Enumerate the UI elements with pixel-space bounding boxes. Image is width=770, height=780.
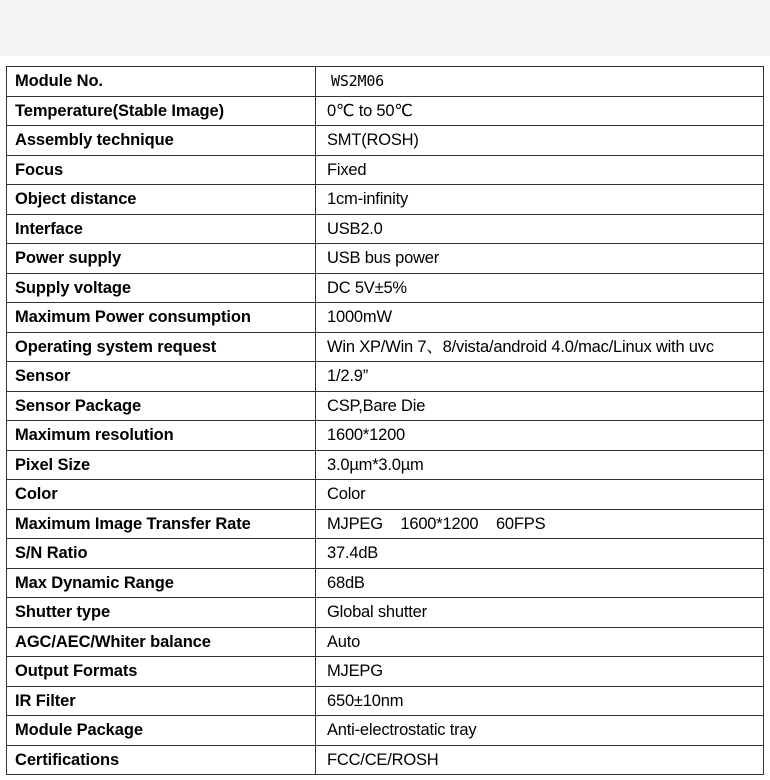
spec-value-temperature: 0℃ to 50℃ <box>316 96 764 126</box>
table-row <box>7 509 764 539</box>
spec-label-certifications: Certifications <box>7 745 316 775</box>
spec-label-sn-ratio: S/N Ratio <box>7 539 316 569</box>
spec-value-output-formats: MJEPG <box>316 657 764 687</box>
spec-value-os-request: Win XP/Win 7、8/vista/android 4.0/mac/Linux with uvc <box>316 332 764 362</box>
table-row <box>7 539 764 569</box>
spec-value-certifications: FCC/CE/ROSH <box>316 745 764 775</box>
table-row <box>7 273 764 303</box>
table-row <box>7 214 764 244</box>
table-row <box>7 421 764 451</box>
spec-label-module-package: Module Package <box>7 716 316 746</box>
spec-label-max-resolution: Maximum resolution <box>7 421 316 451</box>
spec-label-transfer-rate: Maximum Image Transfer Rate <box>7 509 316 539</box>
table-row <box>7 303 764 333</box>
table-row <box>7 155 764 185</box>
spec-label-module-no: Module No. <box>7 67 316 97</box>
table-row <box>7 332 764 362</box>
spec-label-object-distance: Object distance <box>7 185 316 215</box>
table-row <box>7 96 764 126</box>
spec-label-pixel-size: Pixel Size <box>7 450 316 480</box>
spec-value-module-package: Anti-electrostatic tray <box>316 716 764 746</box>
table-row <box>7 568 764 598</box>
spec-label-temperature: Temperature(Stable Image) <box>7 96 316 126</box>
table-row <box>7 185 764 215</box>
spec-value-module-no: WS2M06 <box>316 67 764 97</box>
table-row <box>7 716 764 746</box>
spec-table <box>6 66 764 775</box>
spec-value-supply-voltage: DC 5V±5% <box>316 273 764 303</box>
spec-label-output-formats: Output Formats <box>7 657 316 687</box>
spec-value-transfer-rate: MJPEG 1600*1200 60FPS <box>316 509 764 539</box>
spec-value-interface: USB2.0 <box>316 214 764 244</box>
spec-value-dynamic-range: 68dB <box>316 568 764 598</box>
spec-label-interface: Interface <box>7 214 316 244</box>
spec-value-power-supply: USB bus power <box>316 244 764 274</box>
table-row <box>7 450 764 480</box>
spec-label-assembly: Assembly technique <box>7 126 316 156</box>
table-row <box>7 67 764 97</box>
spec-value-assembly: SMT(ROSH) <box>316 126 764 156</box>
spec-value-sn-ratio: 37.4dB <box>316 539 764 569</box>
spec-value-max-resolution: 1600*1200 <box>316 421 764 451</box>
spec-value-shutter-type: Global shutter <box>316 598 764 628</box>
spec-value-focus: Fixed <box>316 155 764 185</box>
table-row <box>7 480 764 510</box>
table-row <box>7 745 764 775</box>
spec-value-agc-aec: Auto <box>316 627 764 657</box>
table-row <box>7 686 764 716</box>
spec-label-color: Color <box>7 480 316 510</box>
spec-value-pixel-size: 3.0µm*3.0µm <box>316 450 764 480</box>
spec-value-sensor: 1/2.9” <box>316 362 764 392</box>
spec-label-ir-filter: IR Filter <box>7 686 316 716</box>
spec-label-sensor-package: Sensor Package <box>7 391 316 421</box>
spec-value-ir-filter: 650±10nm <box>316 686 764 716</box>
table-row <box>7 362 764 392</box>
spec-label-power-supply: Power supply <box>7 244 316 274</box>
spec-label-max-power: Maximum Power consumption <box>7 303 316 333</box>
spec-label-agc-aec: AGC/AEC/Whiter balance <box>7 627 316 657</box>
spec-value-sensor-package: CSP,Bare Die <box>316 391 764 421</box>
table-row <box>7 126 764 156</box>
spec-label-os-request: Operating system request <box>7 332 316 362</box>
spec-label-shutter-type: Shutter type <box>7 598 316 628</box>
spec-label-supply-voltage: Supply voltage <box>7 273 316 303</box>
spec-label-dynamic-range: Max Dynamic Range <box>7 568 316 598</box>
spec-label-focus: Focus <box>7 155 316 185</box>
spec-label-sensor: Sensor <box>7 362 316 392</box>
spec-value-object-distance: 1cm-infinity <box>316 185 764 215</box>
spec-value-max-power: 1000mW <box>316 303 764 333</box>
table-row <box>7 244 764 274</box>
table-row <box>7 391 764 421</box>
table-row <box>7 657 764 687</box>
table-row <box>7 598 764 628</box>
top-band <box>0 0 770 56</box>
table-row <box>7 627 764 657</box>
spec-value-color: Color <box>316 480 764 510</box>
